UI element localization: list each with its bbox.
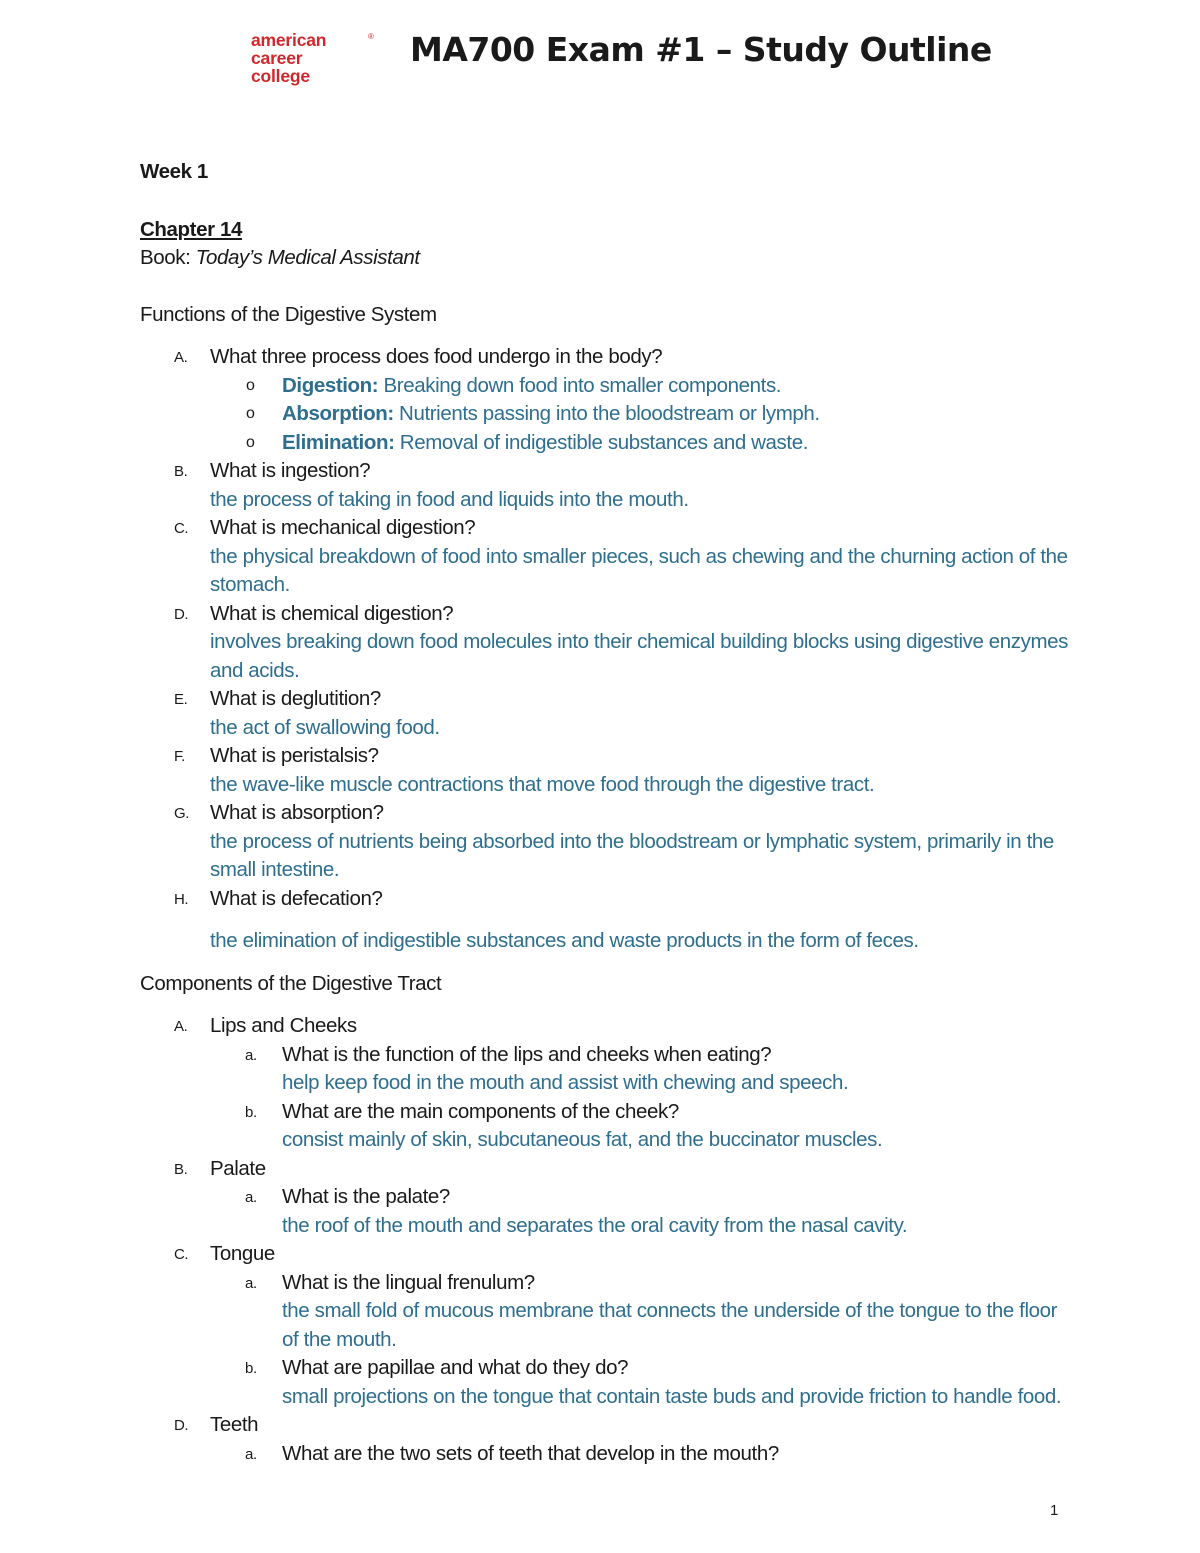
question-text: What is chemical digestion? — [210, 601, 454, 625]
answer-text: the act of swallowing food. — [210, 715, 440, 739]
sub-question-text: What are papillae and what do they do? — [282, 1356, 629, 1379]
logo-line: american — [251, 30, 327, 50]
answer-text: involves breaking down food molecules into their chemical building blocks using digestive enzymes and acids. — [210, 630, 1068, 682]
bullet-marker: o — [246, 376, 255, 394]
question-text: What is defecation? — [210, 886, 383, 910]
question-text: What is absorption? — [210, 801, 384, 824]
sub-marker: a. — [245, 1445, 257, 1463]
bullet-text: Nutrients passing into the bloodstream or lymph. — [393, 402, 820, 425]
component-label: Teeth — [210, 1413, 259, 1436]
book-title: Today’s Medical Assistant — [195, 246, 420, 269]
sub-marker: b. — [245, 1103, 257, 1121]
question-item — [140, 343, 1070, 372]
question-item — [140, 457, 1070, 514]
sub-marker: b. — [245, 1360, 257, 1377]
question-marker: A. — [174, 349, 188, 366]
answer-text: the elimination of indigestible substances and waste products in the form of feces. — [210, 929, 919, 952]
question-item — [140, 514, 1070, 600]
bullet-item — [140, 372, 1070, 401]
bullet-item — [140, 400, 1070, 429]
question-marker: B. — [174, 463, 188, 480]
week-heading: Week 1 — [140, 160, 208, 183]
book-line — [140, 244, 1070, 273]
question-list — [140, 343, 1070, 956]
sub-question — [140, 1269, 1070, 1355]
component-label: Tongue — [210, 1242, 275, 1265]
component-list — [140, 1012, 1070, 1468]
sub-marker: a. — [245, 1274, 257, 1292]
component-item — [140, 1411, 1070, 1440]
chapter-heading: Chapter 14 — [140, 217, 242, 241]
sub-marker: a. — [245, 1189, 257, 1206]
answer-text: consist mainly of skin, subcutaneous fat, and the buccinator muscles. — [282, 1128, 883, 1151]
question-item — [140, 600, 1070, 686]
bullet-term: Digestion: — [282, 373, 379, 397]
book-label: Book: — [140, 246, 191, 269]
component-marker: A. — [174, 1018, 188, 1035]
sub-question — [140, 1183, 1070, 1240]
section-heading: Components of the Digestive Tract — [140, 971, 442, 995]
component-item — [140, 1155, 1070, 1184]
sub-question — [140, 1098, 1070, 1155]
page-number: 1 — [1050, 1502, 1059, 1519]
sub-question-text: What are the main components of the cheek? — [282, 1099, 679, 1123]
registered-mark: ® — [368, 32, 374, 41]
question-item — [140, 742, 1070, 799]
component-marker: C. — [174, 1246, 189, 1263]
question-item — [140, 799, 1070, 885]
sub-question-text: What is the function of the lips and cheeks when eating? — [282, 1042, 772, 1066]
question-item — [140, 685, 1070, 742]
answer-text: help keep food in the mouth and assist with chewing and speech. — [282, 1071, 849, 1094]
bullet-marker: o — [246, 405, 255, 422]
bullet-marker: o — [246, 433, 255, 451]
page-title: MA700 Exam #1 – Study Outline — [410, 30, 992, 69]
bullet-term: Absorption: — [282, 402, 394, 425]
question-text: What is peristalsis? — [210, 744, 379, 767]
bullet-term: Elimination: — [282, 430, 395, 454]
sub-question — [140, 1440, 1070, 1469]
sub-marker: a. — [245, 1046, 257, 1064]
component-marker: B. — [174, 1160, 188, 1178]
component-label: Lips and Cheeks — [210, 1014, 357, 1037]
component-item — [140, 1012, 1070, 1041]
logo-line: career — [251, 48, 303, 68]
question-text: What is deglutition? — [210, 687, 381, 710]
college-logo — [251, 30, 374, 86]
question-marker: F. — [174, 748, 185, 765]
question-marker: D. — [174, 605, 189, 623]
answer-text: the small fold of mucous membrane that connects the underside of the tongue to the floor of the mouth. — [282, 1299, 1058, 1351]
answer-text: the process of nutrients being absorbed into the bloodstream or lymphatic system, primarily in the small intestine. — [210, 829, 1054, 881]
bullet-item — [140, 429, 1070, 458]
answer-text: the process of taking in food and liquids into the mouth. — [210, 487, 689, 511]
bullet-text: Removal of indigestible substances and waste. — [394, 430, 808, 454]
bullet-text: Breaking down food into smaller components. — [378, 373, 782, 397]
sub-question — [140, 1041, 1070, 1098]
question-text: What three process does food undergo in the body? — [210, 345, 663, 368]
question-marker: G. — [174, 805, 190, 822]
question-text: What is mechanical digestion? — [210, 516, 476, 539]
sub-question — [140, 1354, 1070, 1411]
outline-body — [140, 158, 1070, 1468]
question-text: What is ingestion? — [210, 459, 371, 482]
answer-text: the physical breakdown of food into smaller pieces, such as chewing and the churning action of the stomach. — [210, 544, 1068, 596]
component-item — [140, 1240, 1070, 1269]
question-marker: C. — [174, 520, 189, 537]
answer-text: small projections on the tongue that contain taste buds and provide friction to handle food. — [282, 1384, 1062, 1408]
section-heading: Functions of the Digestive System — [140, 302, 437, 326]
answer-text: the wave-like muscle contractions that move food through the digestive tract. — [210, 772, 875, 796]
question-marker: E. — [174, 691, 188, 708]
sub-question-text: What is the lingual frenulum? — [282, 1270, 535, 1294]
sub-question-text: What are the two sets of teeth that develop in the mouth? — [282, 1441, 779, 1465]
logo-line: college — [251, 66, 310, 86]
answer-text: the roof of the mouth and separates the oral cavity from the nasal cavity. — [282, 1213, 908, 1237]
sub-question-text: What is the palate? — [282, 1185, 450, 1208]
component-marker: D. — [174, 1417, 189, 1434]
question-item — [140, 885, 1070, 956]
component-label: Palate — [210, 1156, 266, 1180]
question-marker: H. — [174, 890, 189, 908]
